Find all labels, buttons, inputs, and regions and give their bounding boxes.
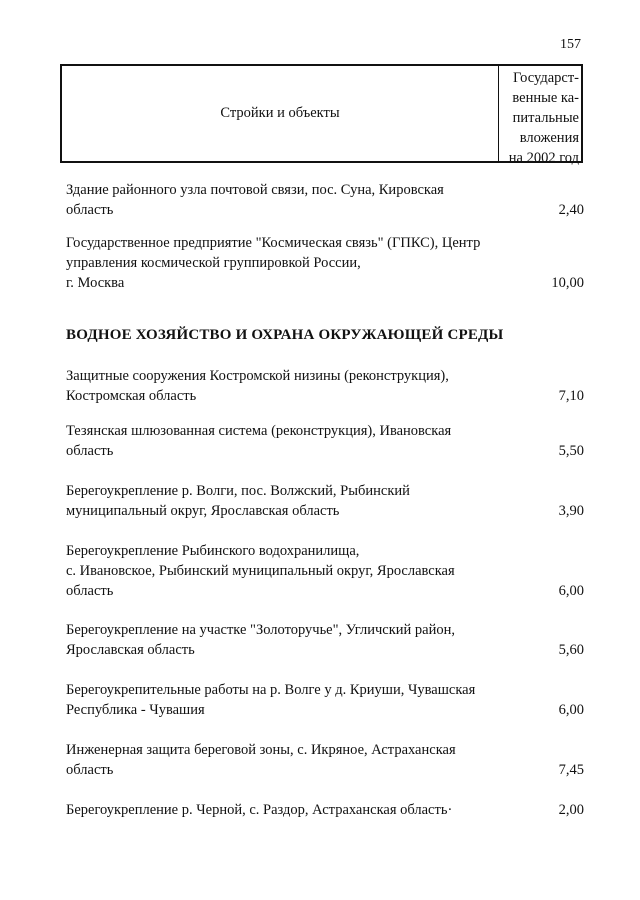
table-row — [66, 366, 584, 406]
section-title: ВОДНОЕ ХОЗЯЙСТВО И ОХРАНА ОКРУЖАЮЩЕЙ СРЕДЫ — [66, 327, 504, 343]
entry-value: 2,00 — [558, 802, 584, 818]
entry-value: 7,45 — [558, 762, 584, 778]
header-investment-line: на 2002 год — [508, 150, 579, 166]
entry-text-line: Республика - Чувашия — [66, 702, 205, 718]
entry-value: 3,90 — [558, 503, 584, 519]
entry-text-line: область — [66, 202, 114, 218]
header-investment-line: Государст- — [513, 70, 579, 86]
table-row — [66, 740, 584, 780]
entry-value: 2,40 — [558, 202, 584, 218]
table-header — [60, 64, 583, 166]
entry-value: 6,00 — [558, 702, 584, 718]
header-investment-line: венные ка- — [512, 90, 579, 106]
entry-value: 7,10 — [558, 388, 584, 404]
entry-text-line: Государственное предприятие "Космическая связь" (ГПКС), Центр — [66, 235, 481, 251]
entry-text-line: Берегоукрепление р. Черной, с. Раздор, Астраханская область· — [66, 802, 453, 818]
entry-value: 10,00 — [551, 275, 584, 291]
header-objects-column — [62, 66, 498, 161]
entry-text-line: муниципальный округ, Ярославская область — [66, 503, 340, 519]
entry-text-line: Инженерная защита береговой зоны, с. Икряное, Астраханская — [66, 742, 456, 758]
entry-text-line: г. Москва — [66, 275, 125, 291]
table-row — [66, 680, 584, 720]
entry-text-line: Защитные сооружения Костромской низины (реконструкция), — [66, 368, 449, 384]
header-investment-line: питальные — [512, 110, 579, 126]
entry-text-line: область — [66, 583, 114, 599]
header-investment-line: вложения — [519, 130, 579, 146]
table-row — [66, 481, 584, 521]
header-investment-column — [498, 66, 581, 166]
entry-text-line: область — [66, 443, 114, 459]
table-row — [66, 620, 584, 660]
table-row — [66, 233, 584, 293]
table-row — [66, 541, 584, 601]
entry-text-line: управления космической группировкой России, — [66, 255, 361, 271]
table-row — [66, 180, 584, 220]
entry-text-line: область — [66, 762, 114, 778]
entry-text-line: Берегоукрепление на участке "Золоторучье", Угличский район, — [66, 622, 455, 638]
entry-value: 6,00 — [558, 583, 584, 599]
entry-text-line: Ярославская область — [66, 642, 195, 658]
entry-value: 5,60 — [558, 642, 584, 658]
entry-text-line: Берегоукрепление Рыбинского водохранилища, — [66, 543, 360, 559]
entry-text-line: Берегоукрепление р. Волги, пос. Волжский, Рыбинский — [66, 483, 410, 499]
entry-text-line: с. Ивановское, Рыбинский муниципальный округ, Ярославская — [66, 563, 455, 579]
page-number: 157 — [560, 37, 581, 52]
entry-text-line: Тезянская шлюзованная система (реконструкция), Ивановская — [66, 423, 452, 439]
entry-text-line: Здание районного узла почтовой связи, пос. Суна, Кировская — [66, 182, 444, 198]
header-objects-label: Стройки и объекты — [220, 105, 340, 121]
entry-value: 5,50 — [558, 443, 584, 459]
table-row — [66, 800, 584, 820]
entry-text-line: Костромская область — [66, 388, 197, 404]
table-row — [66, 421, 584, 461]
entry-text-line: Берегоукрепительные работы на р. Волге у д. Криуши, Чувашская — [66, 682, 476, 698]
